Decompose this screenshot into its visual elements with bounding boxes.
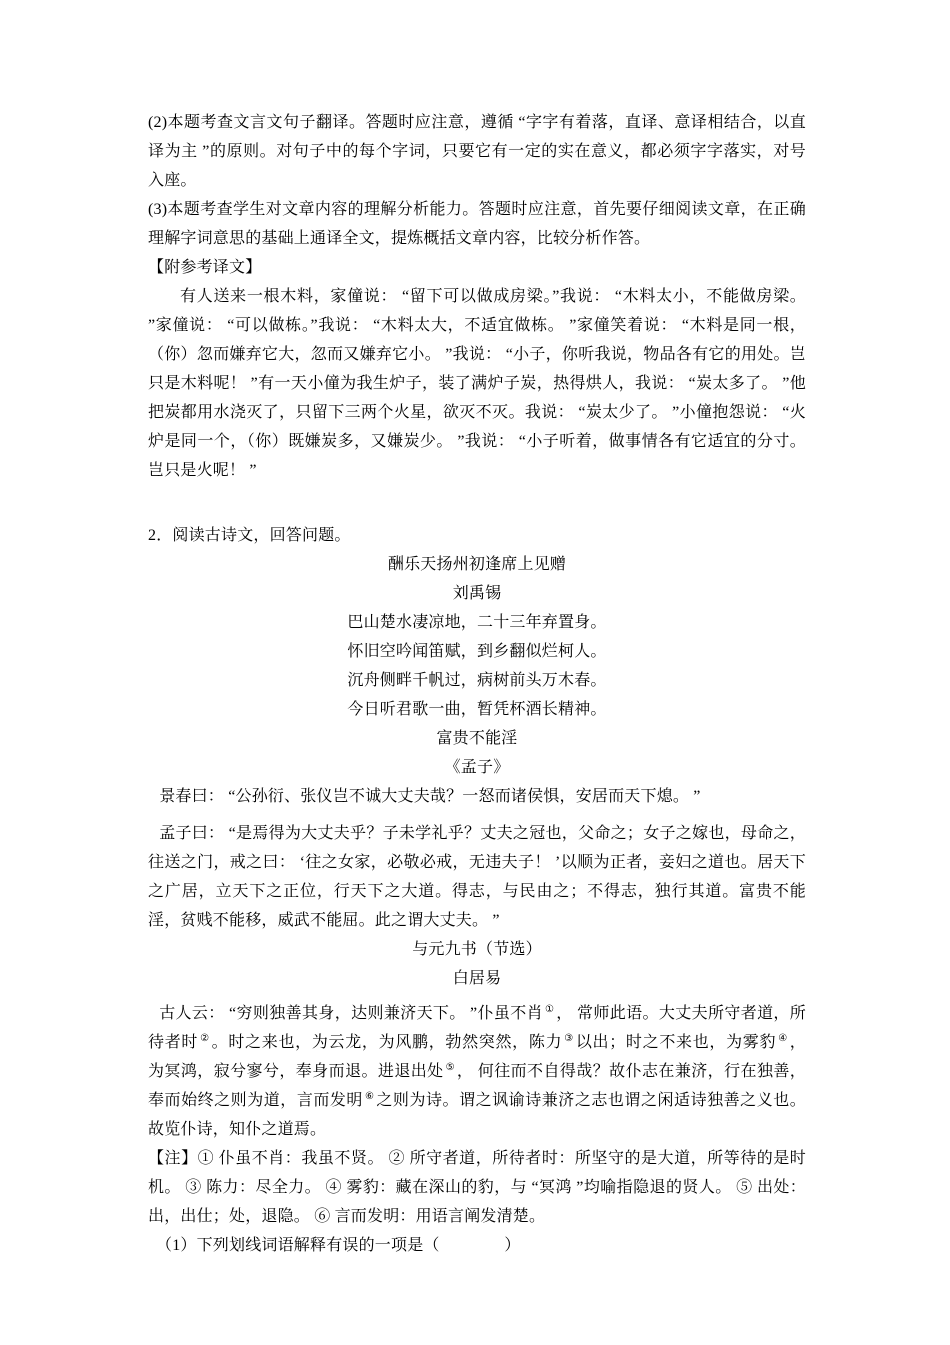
explanation-item-3: (3)本题考查学生对文章内容的理解分析能力。答题时应注意，首先要仔细阅读文章，在正确理解字词意思的基础上通译全文，提炼概括文章内容，比较分析作答。 — [148, 201, 806, 247]
reference-translation-body: 有人送来一根木料，家僮说： “留下可以做成房梁。”我说： “木料太小，不能做房梁。 ”家僮说： “可以做栋。”我说： “木料太大，不适宜做栋。 ”家僮笑着说： “木料是同一根，（你）忽而嫌弃它大，忽而又嫌弃它小。 ”我说： “小子，你听我说，物品各有它的用处。岂只是木料呢！ ”有一天小僮为我生炉子，装了满炉子炭，热得烘人，我说： “炭太多了。 ”他把炭都用水浇灭了，只留下三两个火星，欲灭不灭。我说： “炭太少了。 ”小僮抱怨说： “火炉是同一个，（你）既嫌炭多，又嫌炭少。 ”我说： “小子听着，做事情各有它适宜的分寸。岂只是火呢！ ” — [148, 288, 806, 479]
poem-title: 酬乐天扬州初逢席上见赠 — [387, 556, 567, 573]
essay-para-mengzi: 孟子曰： “是焉得为大丈夫乎？子未学礼乎？丈夫之冠也，父命之；女子之嫁也，母命之，往送之门，戒之曰： ‘往之女家，必敬必戒，无违夫子！ ’以顺为正者，妾妇之道也。居天下之广居，立天下之正位，行天下之大道。得志，与民由之；不得志，独行其道。富贵不能淫，贫贱不能移，威武不能屈。此之谓大丈夫。 ” — [148, 825, 806, 929]
essay-title-fugui: 富贵不能淫 — [436, 730, 518, 747]
poem-line-1: 巴山楚水凄凉地，二十三年弃置身。 — [347, 614, 607, 631]
essay-title-yuyuanjiushu: 与元九书（节选） — [412, 941, 542, 958]
question-2-prompt: 2．阅读古诗文，回答问题。 — [148, 527, 351, 544]
document-body — [148, 108, 806, 1260]
reference-translation-heading: 【附参考译文】 — [148, 259, 262, 276]
poem-author: 刘禹锡 — [452, 585, 502, 602]
essay-para-jingchun: 景春曰： “公孙衍、张仪岂不诚大丈夫哉？一怒而诸侯惧，安居而天下熄。 ” — [159, 788, 701, 805]
question-2-1: （1）下列划线词语解释有误的一项是（ ） — [156, 1237, 521, 1254]
essay-para-gurenyun: 古人云： “穷则独善其身，达则兼济天下。 ”仆虽不肖 ① ， 常师此语。大丈夫所守者道，所待者时 ② 。时之来也，为云龙，为风鹏，勃然突然，陈力 ③ 以出；时之不来也，为雾豹 ④ ， 为冥鸿，寂兮寥兮，奉身而退。进退出处 ⑤ ， 何往而不自得哉？故仆志在兼济，行在独善，奉而始终之则为道，言而发明 ⑥ 之则为诗。谓之讽谕诗兼济之志也谓之闲适诗独善之义也。故览仆诗，知仆之道焉。 — [148, 1003, 807, 1138]
notes: 【注】① 仆虽不肖：我虽不贤。 ② 所守者道，所待者时：所坚守的是大道，所等待的是时机。 ③ 陈力：尽全力。 ④ 雾豹：藏在深山的豹，与 “冥鸿 ”均喻指隐退的贤人。 ⑤ 出处：出，出仕；处，退隐。 ⑥ 言而发明：用语言阐发清楚。 — [148, 1150, 806, 1225]
poem-line-4: 今日听君歌一曲，暂凭杯酒长精神。 — [347, 701, 607, 718]
poem-line-2: 怀旧空吟闻笛赋，到乡翻似烂柯人。 — [347, 643, 607, 660]
poem-line-3: 沉舟侧畔千帆过，病树前头万木春。 — [347, 672, 607, 689]
essay-source-mengzi: 《孟子》 — [444, 759, 510, 776]
essay-author-baijuyi: 白居易 — [452, 970, 502, 987]
explanation-item-2: (2)本题考查文言文句子翻译。答题时应注意，遵循 “字字有着落，直译、意译相结合，以直译为主 ”的原则。对句子中的每个字词，只要它有一定的实在意义，都必须字字落实，对号入座。 — [148, 114, 806, 189]
